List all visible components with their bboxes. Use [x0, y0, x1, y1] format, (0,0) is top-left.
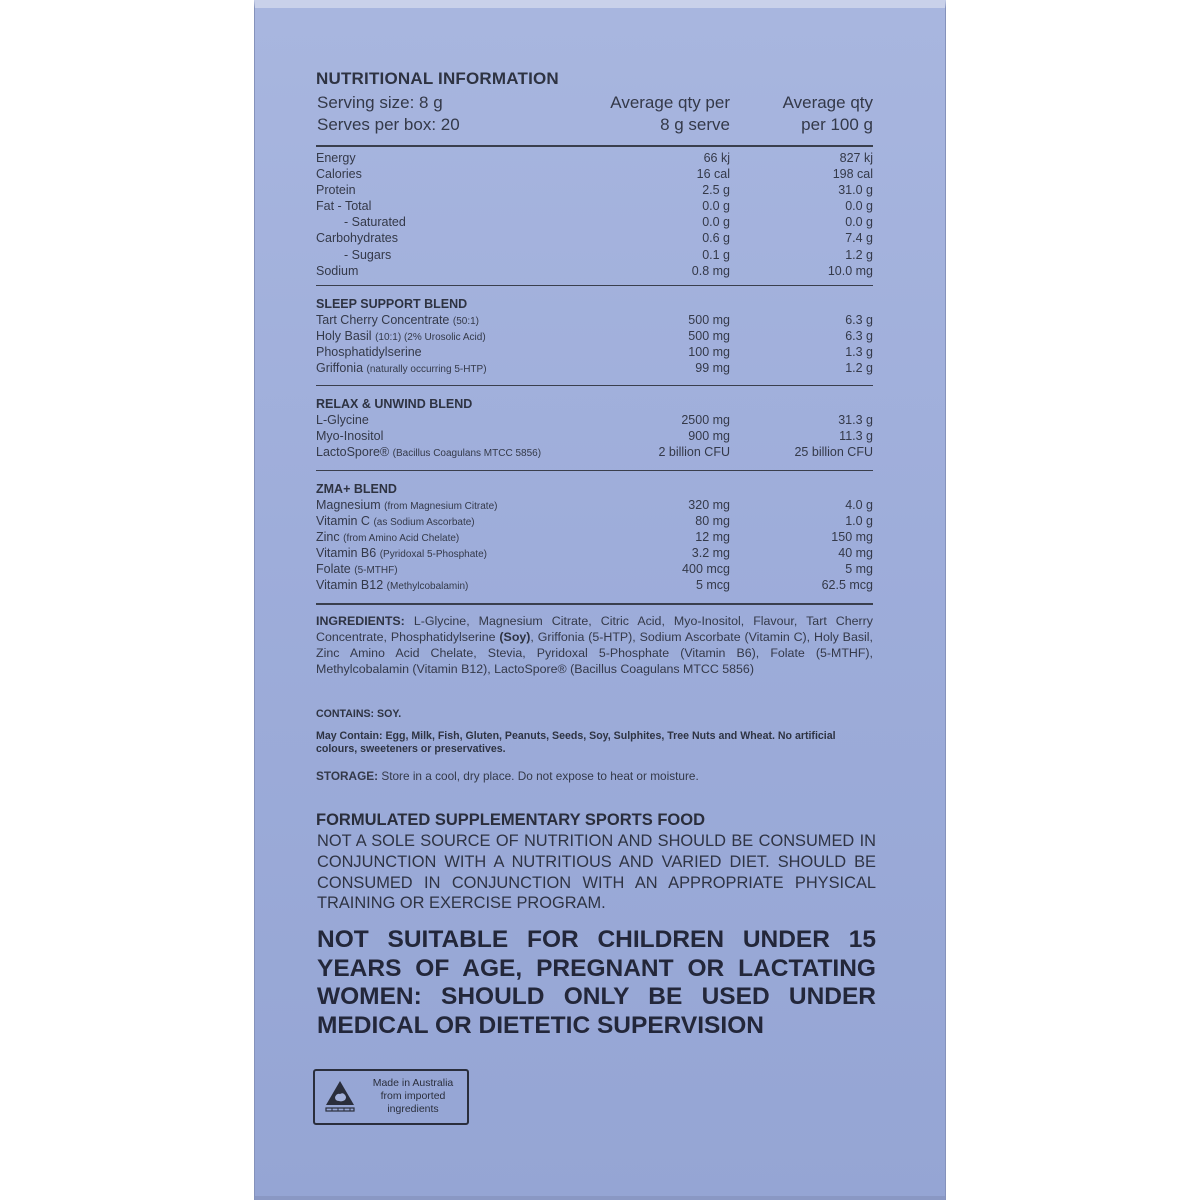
divider	[316, 603, 873, 605]
row-per-100g: 1.3 g	[845, 345, 873, 360]
row-name-text: Folate	[316, 562, 351, 577]
contains-statement: CONTAINS: SOY.	[316, 708, 402, 720]
row-name	[316, 182, 356, 198]
col-header-per-100g-line2: per 100 g	[801, 115, 873, 134]
row-per-100g: 62.5 mcg	[821, 578, 873, 593]
row-name	[316, 150, 356, 166]
storage-statement	[316, 769, 699, 783]
row-name-text: Sodium	[316, 263, 359, 278]
row-name-text: Tart Cherry Concentrate	[316, 313, 450, 327]
row-note: (naturally occurring 5-HTP)	[366, 364, 487, 376]
made-in-line3: ingredients	[387, 1103, 439, 1115]
row-per-serve: 5 mcg	[695, 578, 730, 593]
row-name-text: Myo-Inositol	[316, 429, 384, 444]
table-row	[316, 230, 873, 246]
row-per-serve: 80 mg	[695, 514, 730, 529]
row-per-serve: 0.0 g	[702, 199, 730, 214]
serves-per-box: Serves per box: 20	[317, 115, 460, 134]
made-in-australia-badge	[313, 1069, 469, 1125]
row-name-text: Carbohydrates	[316, 231, 398, 246]
row-note: (Bacillus Coagulans MTCC 5856)	[392, 448, 542, 460]
row-note: (Methylcobalamin)	[386, 581, 469, 593]
row-name-text: - Saturated	[344, 215, 406, 230]
row-per-100g: 198 cal	[832, 167, 873, 182]
formulated-title: FORMULATED SUPPLEMENTARY SPORTS FOOD	[316, 811, 705, 829]
row-per-100g: 31.0 g	[838, 183, 873, 198]
table-row	[316, 444, 873, 460]
row-per-100g: 40 mg	[838, 546, 873, 561]
row-note: (10:1) (2% Urosolic Acid)	[375, 332, 486, 344]
row-name-text: LactoSpore®	[316, 445, 390, 460]
col-header-per-100g-line1: Average qty	[782, 93, 873, 112]
table-row	[316, 545, 873, 561]
divider	[316, 385, 873, 386]
row-per-100g: 11.3 g	[839, 429, 873, 444]
row-name-text: Magnesium	[316, 498, 381, 512]
storage-text: Store in a cool, dry place. Do not expose to heat or moisture.	[378, 769, 699, 783]
table-row	[316, 497, 873, 513]
sleep-blend-title: SLEEP SUPPORT BLEND	[316, 297, 468, 311]
row-name-text: Phosphatidylserine	[316, 345, 422, 360]
row-per-serve: 2 billion CFU	[658, 445, 730, 460]
ingredients-text	[316, 613, 873, 677]
row-name-text: Calories	[316, 167, 362, 182]
row-per-100g: 150 mg	[831, 530, 873, 545]
table-row	[316, 198, 873, 214]
table-row	[316, 344, 873, 360]
row-name	[316, 166, 362, 182]
table-row	[316, 166, 873, 182]
row-per-100g: 10.0 mg	[827, 263, 873, 278]
warning-statement: NOT SUITABLE FOR CHILDREN UNDER 15 YEARS OF AGE, PREGNANT OR LACTATING WOMEN: SHOULD ONLY BE USED UNDER MEDICAL OR DIETETIC SUPERVISION	[317, 926, 876, 1040]
row-per-serve: 100 mg	[688, 345, 730, 360]
row-per-100g: 25 billion CFU	[794, 445, 873, 460]
table-row	[316, 577, 873, 593]
row-name	[316, 444, 541, 462]
row-name	[316, 344, 422, 360]
table-row	[316, 513, 873, 529]
row-per-100g: 0.0 g	[845, 215, 873, 230]
zma-blend-table	[316, 481, 873, 594]
row-per-serve: 2.5 g	[702, 183, 730, 198]
row-name-text: Protein	[316, 183, 356, 198]
row-name	[316, 198, 371, 214]
table-row	[316, 529, 873, 545]
ingredients-label: INGREDIENTS:	[316, 614, 405, 628]
row-per-serve: 12 mg	[695, 530, 730, 545]
row-name	[344, 247, 391, 263]
row-name-text: Vitamin B6	[316, 546, 377, 561]
ingredients-part2: , Griffonia (5-HTP), Sodium Ascorbate (Vitamin C), Holy Basil, Zinc Amino Acid Chelate, Stevia, Pyridoxal 5-Phosphate (Vitamin B6), Folate (5-MTHF), Methylcobalamin (Vitamin B12), LactoSpore® (Bacillus Coagulans MTCC 5856)	[316, 630, 873, 677]
table-row	[316, 412, 873, 428]
table-row	[316, 263, 873, 279]
col-header-per-serve	[560, 92, 730, 136]
australia-map-icon	[324, 1079, 356, 1117]
sleep-blend-table	[316, 296, 873, 376]
row-per-serve: 0.6 g	[702, 231, 730, 246]
row-per-100g: 0.0 g	[845, 199, 873, 214]
row-per-serve: 3.2 mg	[691, 546, 730, 561]
row-per-serve: 500 mg	[688, 313, 730, 327]
row-per-serve: 400 mcg	[682, 562, 730, 577]
row-per-serve: 2500 mg	[681, 413, 730, 427]
row-per-serve: 0.0 g	[702, 215, 730, 230]
row-name	[316, 577, 468, 595]
row-note: (Pyridoxal 5-Phosphate)	[379, 549, 487, 561]
row-per-100g: 1.2 g	[845, 247, 873, 262]
row-name-text: Energy	[316, 151, 356, 165]
row-per-100g: 4.0 g	[845, 498, 873, 512]
row-name-text: Fat - Total	[316, 199, 372, 214]
row-per-serve: 0.1 g	[702, 247, 730, 262]
divider	[316, 470, 873, 471]
row-name	[344, 214, 406, 230]
panel-title: NUTRITIONAL INFORMATION	[316, 69, 559, 88]
row-note: (from Magnesium Citrate)	[384, 501, 498, 512]
serving-size: Serving size: 8 g	[317, 93, 443, 112]
row-note: (as Sodium Ascorbate)	[373, 517, 475, 529]
row-per-serve: 99 mg	[695, 361, 730, 376]
table-row	[316, 312, 873, 328]
table-row	[316, 360, 873, 376]
table-row	[316, 428, 873, 444]
row-name	[316, 428, 383, 444]
row-per-serve: 16 cal	[696, 167, 730, 182]
row-name	[316, 412, 369, 428]
made-in-line2: from imported	[380, 1090, 446, 1102]
relax-blend-title: RELAX & UNWIND BLEND	[316, 397, 473, 411]
row-name	[316, 263, 358, 279]
row-name-text: L-Glycine	[316, 413, 369, 427]
may-contain-statement: May Contain: Egg, Milk, Fish, Gluten, Peanuts, Seeds, Soy, Sulphites, Tree Nuts and Wheat. No artificial colours, sweeteners or preservatives.	[316, 730, 836, 755]
row-note: (from Amino Acid Chelate)	[343, 533, 460, 545]
row-per-serve: 320 mg	[688, 498, 730, 512]
row-per-100g: 6.3 g	[845, 313, 873, 327]
table-row	[316, 150, 873, 166]
row-name-text: - Sugars	[344, 247, 392, 262]
zma-blend-title: ZMA+ BLEND	[316, 482, 397, 496]
row-note: (5-MTHF)	[354, 565, 398, 577]
row-per-100g: 5 mg	[845, 562, 873, 577]
row-name-text: Zinc	[316, 530, 340, 545]
col-header-per-100g	[740, 92, 873, 136]
row-name-text: Vitamin C	[316, 514, 370, 529]
row-name	[316, 360, 487, 378]
row-per-100g: 31.3 g	[838, 413, 873, 427]
row-name-text: Griffonia	[316, 361, 364, 376]
row-name	[316, 230, 398, 246]
col-header-per-serve-line1: Average qty per	[610, 93, 730, 112]
table-row	[316, 247, 873, 263]
nutrients-table	[316, 150, 873, 279]
col-header-per-serve-line2: 8 g serve	[660, 115, 730, 134]
divider	[316, 285, 873, 286]
made-in-line1: Made in Australia	[372, 1077, 454, 1089]
table-row	[316, 561, 873, 577]
table-row	[316, 214, 873, 230]
serving-info	[317, 92, 460, 136]
row-per-100g: 7.4 g	[845, 231, 873, 246]
table-row	[316, 182, 873, 198]
relax-blend-table	[316, 396, 873, 460]
divider	[316, 145, 873, 147]
row-per-serve: 500 mg	[688, 329, 730, 344]
row-per-100g: 1.2 g	[845, 361, 873, 376]
row-name-text: Vitamin B12	[316, 578, 384, 593]
ingredients-soy: (Soy)	[499, 630, 531, 645]
row-per-serve: 66 kj	[703, 151, 730, 165]
row-note: (50:1)	[452, 316, 479, 327]
row-per-serve: 900 mg	[688, 429, 730, 444]
row-per-100g: 6.3 g	[845, 329, 873, 344]
row-per-100g: 827 kj	[839, 151, 873, 165]
storage-label: STORAGE:	[316, 769, 379, 783]
row-per-serve: 0.8 mg	[691, 263, 730, 278]
row-name-text: Holy Basil	[316, 329, 372, 344]
ingredients-part1: L-Glycine, Magnesium Citrate, Citric Acid, Myo-Inositol, Flavour, Tart Cherry Concentrate, Phosphatidylserine	[316, 614, 873, 645]
table-row	[316, 328, 873, 344]
formulated-body: NOT A SOLE SOURCE OF NUTRITION AND SHOULD BE CONSUMED IN CONJUNCTION WITH A NUTRITIOUS AND VARIED DIET. SHOULD BE CONSUMED IN CONJUNCTION WITH AN APPROPRIATE PHYSICAL TRAINING OR EXERCISE PROGRAM.	[317, 832, 876, 913]
made-in-text	[363, 1077, 463, 1116]
row-per-100g: 1.0 g	[845, 514, 873, 529]
